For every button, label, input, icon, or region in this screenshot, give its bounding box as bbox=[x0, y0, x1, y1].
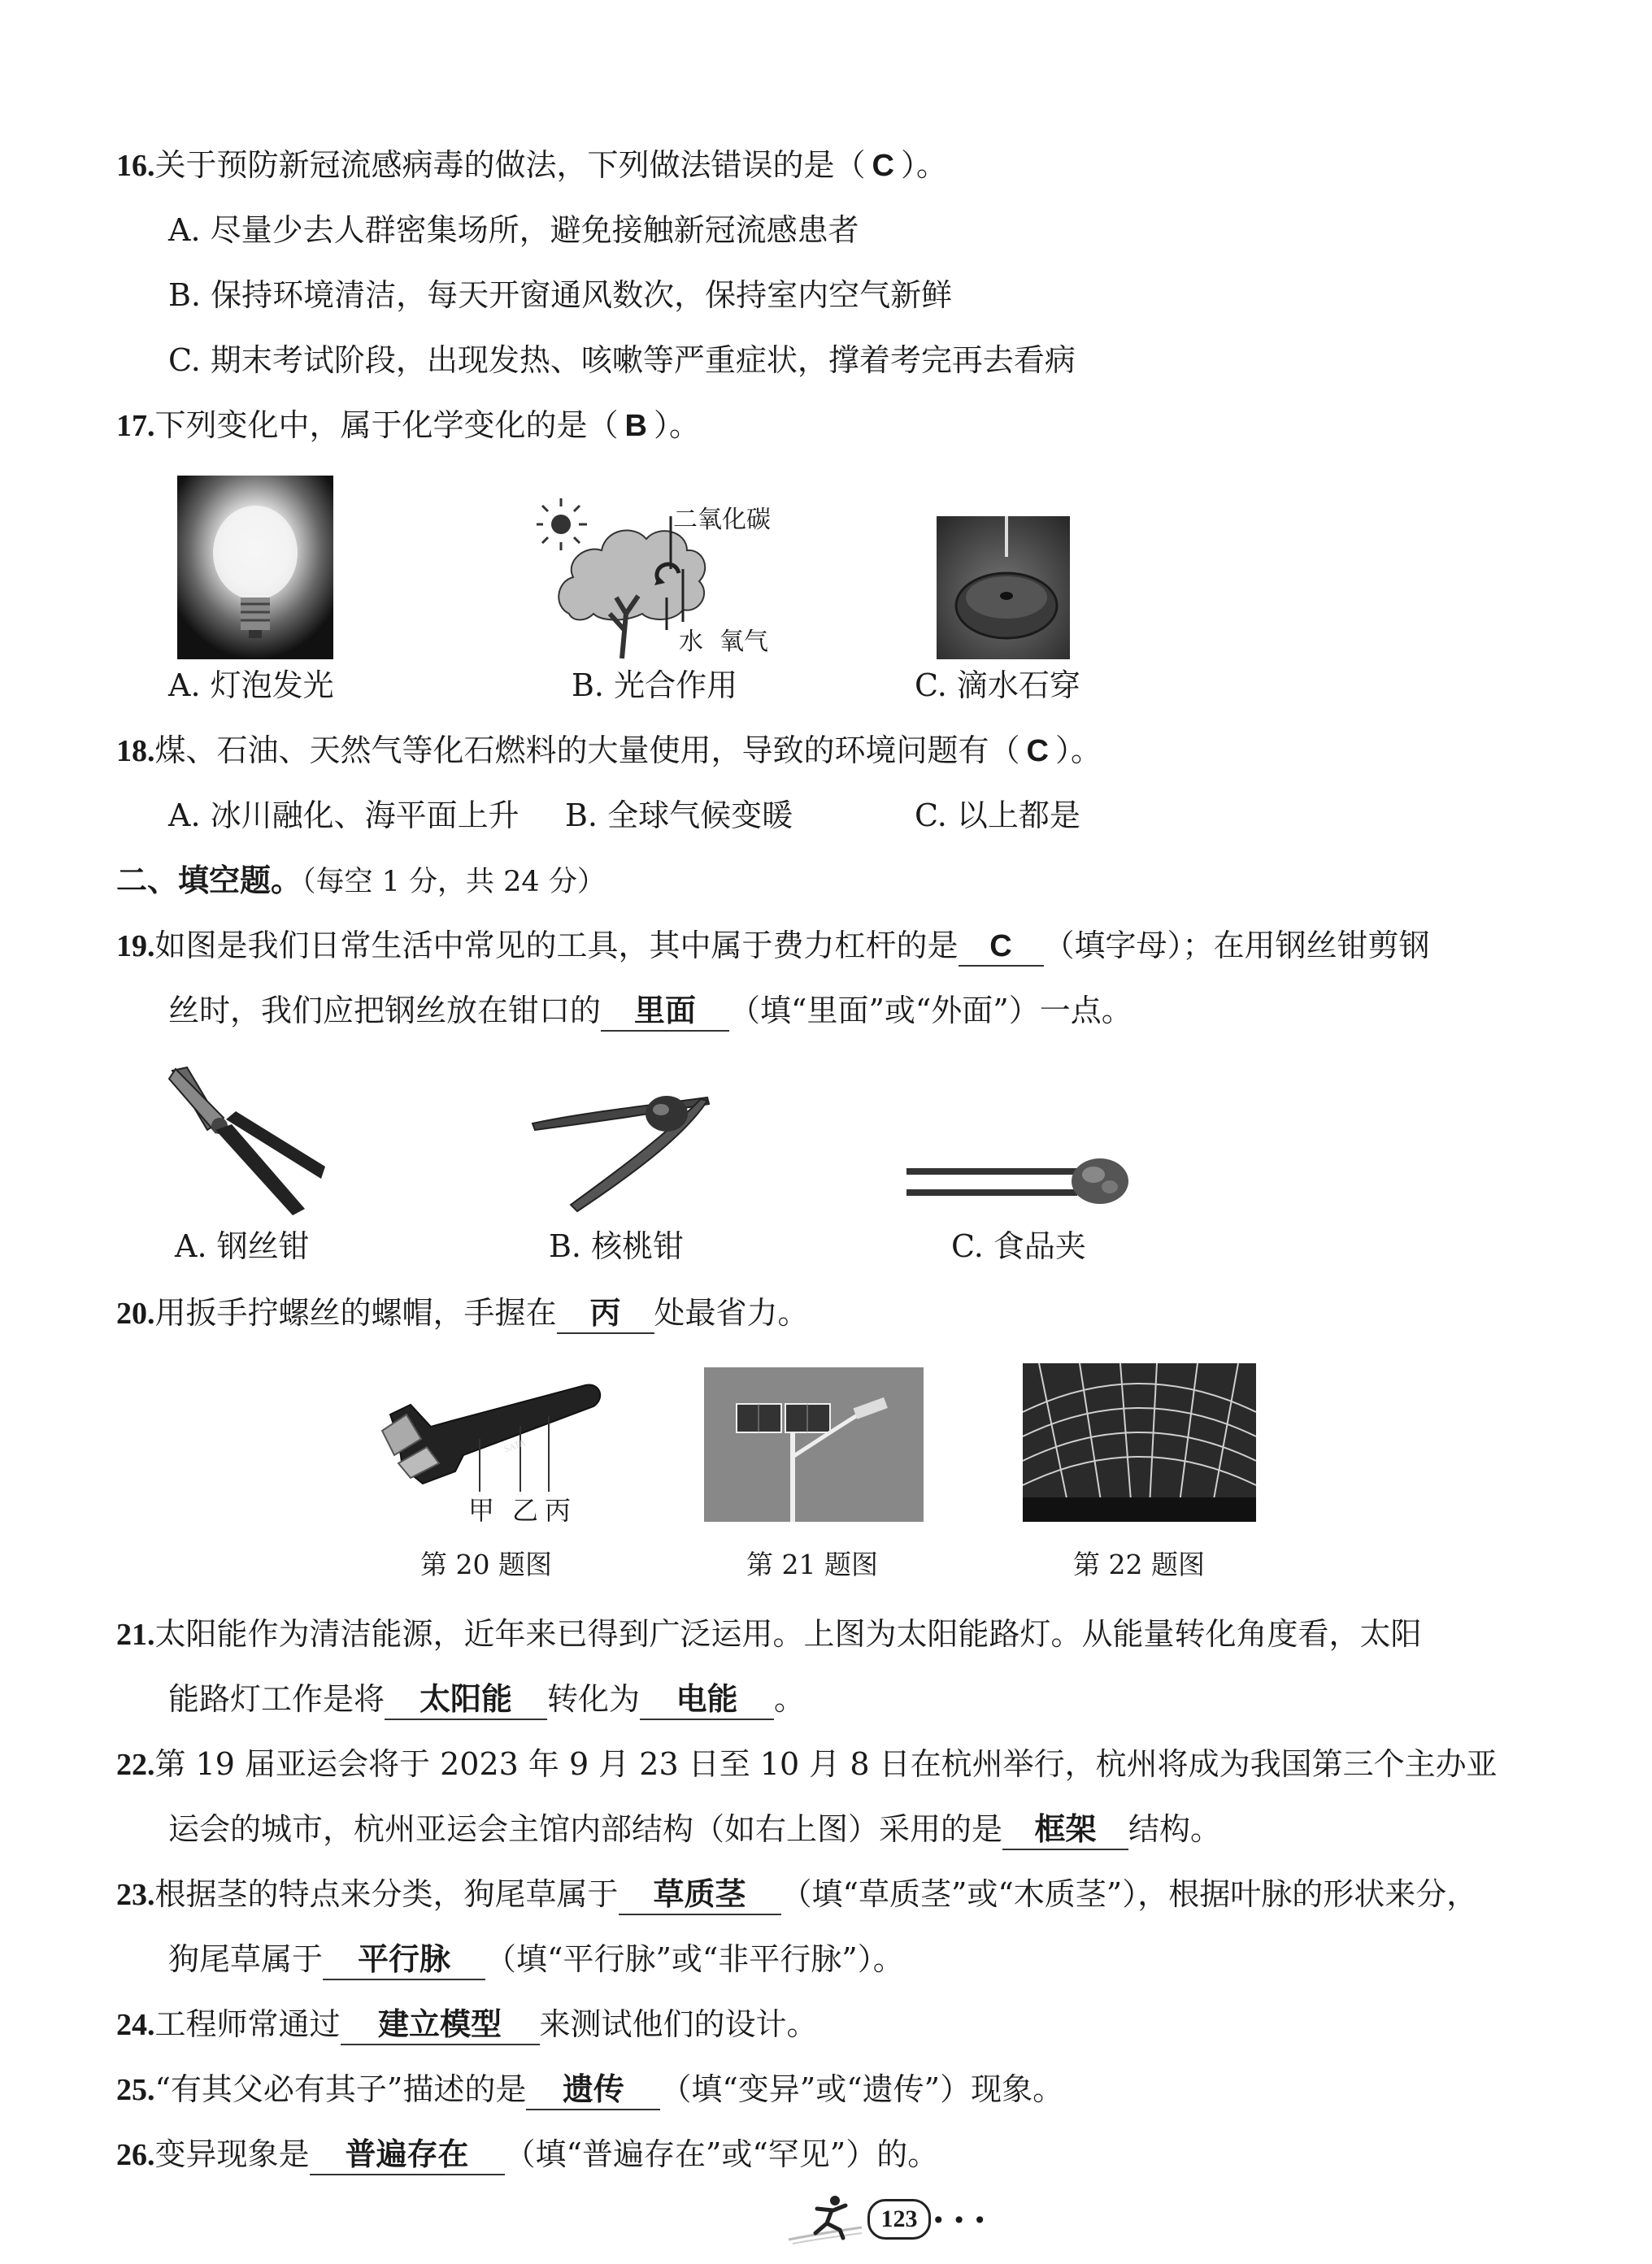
q23-answer-1: 草质茎 bbox=[619, 1876, 781, 1915]
q21-number: 21. bbox=[116, 1618, 155, 1652]
stadium-truss-icon bbox=[1023, 1363, 1256, 1522]
q17-stem: 17.下列变化中，属于化学变化的是（ B ）。 bbox=[116, 407, 700, 443]
q18-stem: 18.煤、石油、天然气等化石燃料的大量使用，导致的环境问题有（ C ）。 bbox=[116, 732, 1102, 768]
runner-logo bbox=[785, 2191, 866, 2248]
q25-answer: 遗传 bbox=[526, 2071, 660, 2110]
runner-icon bbox=[785, 2191, 866, 2248]
q25-number: 25. bbox=[116, 2073, 155, 2107]
q19-line2: 丝时，我们应把钢丝放在钳口的 里面 （填“里面”或“外面”）一点。 bbox=[168, 990, 1132, 1032]
page-number: 123 bbox=[867, 2199, 931, 2240]
q21-line2: 能路灯工作是将 太阳能 转化为 电能 。 bbox=[168, 1679, 805, 1720]
stone-icon bbox=[937, 516, 1070, 659]
q19-number: 19. bbox=[116, 929, 155, 963]
q19-answer-2: 里面 bbox=[601, 993, 729, 1032]
q20-answer: 丙 bbox=[557, 1295, 654, 1334]
wrench-label-bing: 丙 bbox=[545, 1495, 572, 1526]
co2-label: 二氧化碳 bbox=[673, 506, 771, 534]
q18-option-c: C. 以上都是 bbox=[915, 797, 1080, 833]
q22-line2: 运会的城市，杭州亚运会主馆内部结构（如右上图）采用的是 框架 结构。 bbox=[168, 1809, 1221, 1850]
q16-option-b: B. 保持环境清洁，每天开窗通风数次，保持室内空气新鲜 bbox=[168, 277, 953, 313]
light-bulb-icon bbox=[177, 476, 333, 659]
dripping-stone-image bbox=[937, 516, 1070, 659]
q19-answer-1: C bbox=[959, 928, 1044, 967]
q24-number: 24. bbox=[116, 2008, 155, 2042]
q23-answer-2: 平行脉 bbox=[323, 1941, 485, 1980]
q24-answer: 建立模型 bbox=[341, 2006, 540, 2045]
q19-line1: 19.如图是我们日常生活中常见的工具，其中属于费力杠杆的是 C （填字母）；在用钢丝钳剪钢 bbox=[116, 925, 1430, 967]
q23-line1: 23.根据茎的特点来分类，狗尾草属于 草质茎 （填“草质茎”或“木质茎”），根据叶脉的形状来分， bbox=[116, 1874, 1477, 1915]
solar-streetlight-image bbox=[704, 1367, 924, 1522]
water-label: 水 bbox=[679, 628, 703, 656]
figure-caption-20: 第 20 题图 bbox=[420, 1549, 552, 1580]
q21-answer-2: 电能 bbox=[640, 1681, 774, 1720]
q26-number: 26. bbox=[116, 2138, 155, 2172]
q22-number: 22. bbox=[116, 1748, 155, 1782]
q20-stem: 20.用扳手拧螺丝的螺帽，手握在 丙 处最省力。 bbox=[116, 1293, 809, 1334]
oxygen-label: 氧气 bbox=[719, 628, 768, 656]
walnut-cracker-image bbox=[528, 1089, 715, 1219]
solar-streetlight-icon bbox=[704, 1367, 924, 1522]
q26-stem: 26.变异现象是 普遍存在 （填“普遍存在”或“罕见”）的。 bbox=[116, 2134, 938, 2175]
pliers-image bbox=[163, 1061, 333, 1223]
q25-stem: 25.“有其父必有其子”描述的是 遗传 （填“变异”或“遗传”）现象。 bbox=[116, 2069, 1063, 2110]
wrench-brand: SATA bbox=[502, 1438, 527, 1455]
light-bulb-image bbox=[177, 476, 333, 659]
q21-line1: 21.太阳能作为清洁能源，近年来已得到广泛运用。上图为太阳能路灯。从能量转化角度看，太阳 bbox=[116, 1616, 1422, 1652]
wrench-label-yi: 乙 bbox=[512, 1495, 539, 1526]
q18-answer: C bbox=[1026, 734, 1049, 768]
q21-answer-1: 太阳能 bbox=[385, 1681, 547, 1720]
q17-caption-c: C. 滴水石穿 bbox=[915, 667, 1080, 703]
pliers-icon bbox=[163, 1061, 333, 1223]
walnut-cracker-icon bbox=[528, 1089, 715, 1219]
food-tongs-icon bbox=[906, 1150, 1130, 1215]
q23-number: 23. bbox=[116, 1878, 155, 1912]
q22-line1: 22.第 19 届亚运会将于 2023 年 9 月 23 日至 10 月 8 日在杭州举行，杭州将成为我国第三个主办亚 bbox=[116, 1746, 1498, 1782]
q18-option-a: A. 冰川融化、海平面上升 bbox=[168, 797, 520, 833]
q23-line2: 狗尾草属于 平行脉 （填“平行脉”或“非平行脉”）。 bbox=[168, 1939, 904, 1980]
q17-caption-a: A. 灯泡发光 bbox=[168, 667, 334, 703]
q16-stem: 16.关于预防新冠流感病毒的做法，下列做法错误的是（ C ）。 bbox=[116, 147, 947, 183]
section-2-title: 二、填空题。 bbox=[116, 863, 302, 898]
q20-number: 20. bbox=[116, 1297, 155, 1331]
q26-answer: 普遍存在 bbox=[310, 2136, 505, 2175]
q17-caption-b: B. 光合作用 bbox=[572, 667, 738, 703]
q17-number: 17. bbox=[116, 409, 155, 443]
q22-answer: 框架 bbox=[1002, 1811, 1128, 1850]
q18-number: 18. bbox=[116, 734, 155, 768]
section-2-heading bbox=[116, 860, 606, 902]
q16-option-c: C. 期末考试阶段，出现发热、咳嗽等严重症状，撑着考完再去看病 bbox=[168, 342, 1076, 378]
q19-caption-c: C. 食品夹 bbox=[951, 1228, 1086, 1264]
q24-stem: 24.工程师常通过 建立模型 来测试他们的设计。 bbox=[116, 2004, 818, 2045]
figure-caption-21: 第 21 题图 bbox=[746, 1549, 878, 1580]
figure-caption-22: 第 22 题图 bbox=[1073, 1549, 1205, 1580]
wrench-label-jia: 甲 bbox=[468, 1495, 495, 1526]
page-number-dots: • • • bbox=[932, 2207, 987, 2234]
q19-caption-b: B. 核桃钳 bbox=[549, 1228, 685, 1264]
q17-answer: B bbox=[624, 409, 647, 443]
section-2-note: （每空 1 分，共 24 分） bbox=[302, 866, 606, 898]
q16-option-a: A. 尽量少去人群密集场所，避免接触新冠流感患者 bbox=[168, 212, 859, 248]
food-tongs-image bbox=[906, 1150, 1130, 1215]
q16-answer: C bbox=[872, 149, 894, 183]
q18-option-b: B. 全球气候变暖 bbox=[565, 797, 793, 833]
stadium-structure-image bbox=[1023, 1363, 1256, 1522]
q19-caption-a: A. 钢丝钳 bbox=[175, 1228, 310, 1264]
q16-number: 16. bbox=[116, 149, 155, 183]
